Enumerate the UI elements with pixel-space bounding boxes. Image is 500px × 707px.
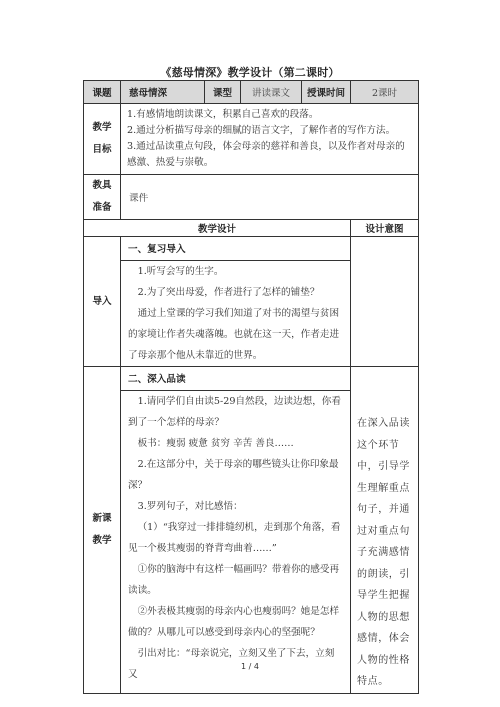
newlesson-line: 引出对比：“母亲说完，立刻又坐了下去，立刻又: [128, 648, 335, 680]
topic-value: 慈母情深: [121, 81, 205, 104]
newlesson-label: [84, 367, 121, 694]
intro-line: 1.听写会写的生字。: [137, 266, 224, 277]
goals-label-line-1: 教学: [92, 122, 112, 133]
prep-row: [84, 175, 419, 220]
header-row: [84, 81, 419, 104]
intro-intent: [351, 237, 419, 367]
time-value: 2课时: [351, 81, 419, 104]
type-value: 讲读课文: [241, 81, 302, 104]
prep-label: [84, 175, 121, 220]
intro-heading: 一、复习导入: [128, 244, 186, 255]
goal-item: 1.有感情地朗读课文，积累自己喜欢的段落。: [127, 109, 319, 120]
intro-line: 2.为了突出母爱，作者进行了怎样的铺垫？: [137, 287, 320, 298]
newlesson-line: （1）“我穿过一排排缝纫机，走到那个角落，看见一个极其瘦弱的脊背弯曲着……”: [128, 522, 341, 554]
intro-label: 导入: [84, 237, 121, 367]
goals-label: [84, 104, 121, 175]
newlesson-row: [84, 367, 419, 694]
newlesson-line: 2.在这部分中，关于母亲的哪些镜头让你印象最深？: [128, 459, 339, 491]
goal-item: 2.通过分析描写母亲的细腻的语言文字，了解作者的写作方法。: [127, 125, 396, 136]
goals-row: [84, 104, 419, 175]
newlesson-label-line-1: 新课: [92, 512, 112, 524]
newlesson-heading: 二、深入品读: [128, 374, 186, 385]
newlesson-content: [121, 367, 351, 694]
prep-value: 课件: [121, 175, 419, 220]
intro-row: [84, 237, 419, 367]
time-label: 授课时间: [302, 81, 351, 104]
intro-content: [121, 237, 351, 367]
prep-label-line-2: 准备: [92, 202, 112, 213]
newlesson-line: ②外表极其瘦弱的母亲内心也瘦弱吗？她是怎样做的？从哪儿可以感受到母亲内心的坚强呢？: [128, 606, 340, 638]
newlesson-line: ①你的脑海中有这样一幅画吗？带着你的感受再读读。: [128, 564, 340, 596]
page-number: 1 / 4: [241, 662, 259, 671]
newlesson-line: 板书：瘦弱 疲惫 贫穷 辛苦 善良……: [137, 438, 294, 449]
type-label: 课型: [205, 81, 241, 104]
design-column-header: 教学设计: [84, 220, 351, 237]
topic-label: 课题: [84, 81, 121, 104]
newlesson-label-line-2: 教学: [92, 534, 112, 546]
goal-item: 3.通过品读重点句段，体会母亲的慈祥和善良，以及作者对母亲的感激、热爱与崇敬。: [127, 141, 405, 168]
goals-content: [121, 104, 419, 175]
goals-label-line-2: 目标: [92, 144, 112, 155]
newlesson-line: 1.请同学们自由读5-29自然段，边读边想，你看到了一个怎样的母亲？: [128, 396, 341, 428]
newlesson-intent: 在深入品读这个环节中，引导学生理解重点句子，并通过对重点句子充满感情的朗读，引导学生把握人物的思想感情，体会人物的性格特点。: [351, 367, 419, 694]
prep-label-line-1: 教具: [92, 180, 112, 191]
intro-line: 通过上堂课的学习我们知道了对书的渴望与贫困的家境让作者失魂落魄。也就在这一天，作者走进了母亲那个他从未靠近的世界。: [128, 308, 340, 361]
document-title: 《慈母情深》教学设计（第二课时）: [160, 66, 340, 79]
design-header-row: [84, 220, 419, 237]
intent-column-header: 设计意图: [351, 220, 419, 237]
newlesson-line: 3.罗列句子，对比感悟：: [137, 501, 243, 512]
lesson-plan-table: [83, 80, 419, 694]
